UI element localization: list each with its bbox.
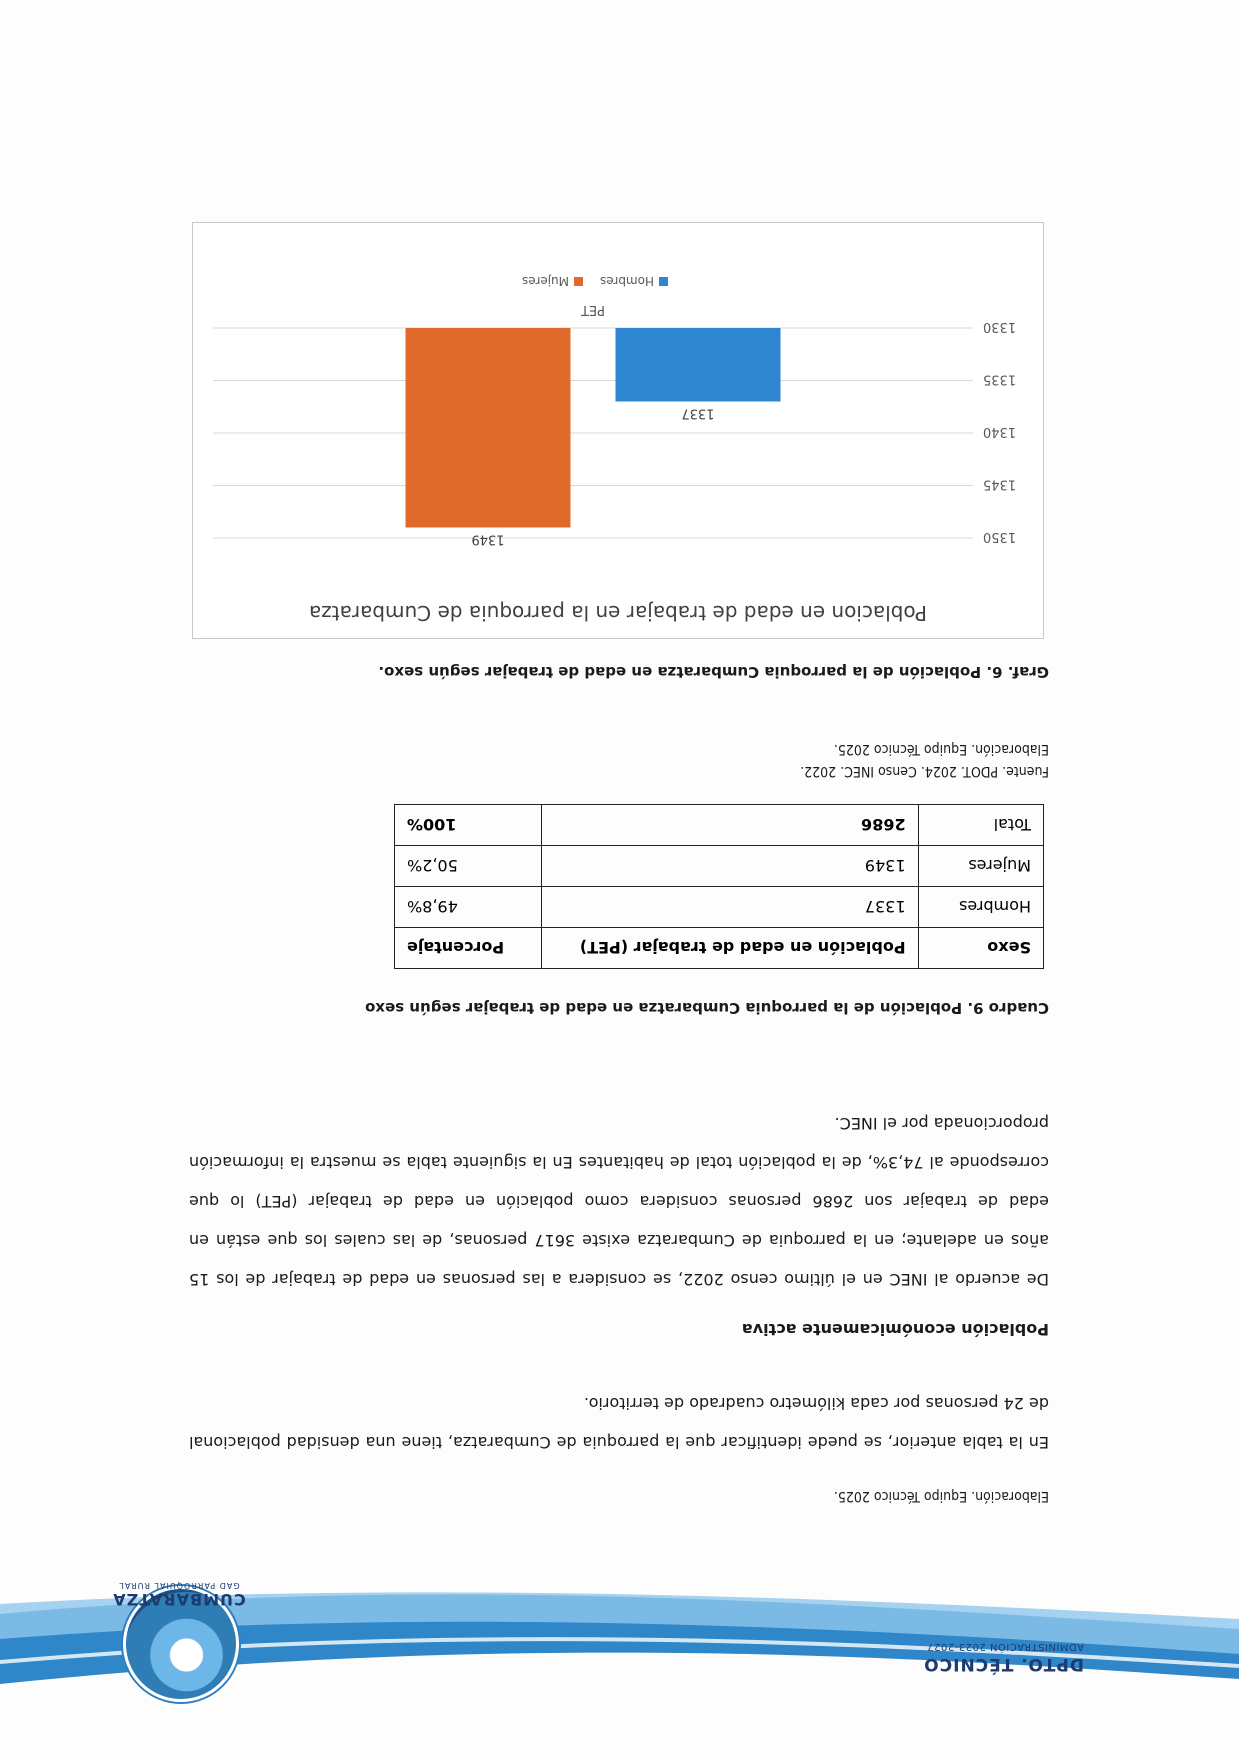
source-line-top: Elaboración. Equipo Técnico 2025.: [833, 1488, 1049, 1504]
cell-pet: 1337: [542, 887, 918, 928]
chart-title: Poblacion en edad de trabajar en la parroquia de Cumbaratza: [309, 601, 927, 625]
legend-label: Mujeres: [522, 274, 569, 288]
pet-bar-chart: [193, 223, 1043, 638]
administration-period: ADMINISTRACIÓN 2023-2027: [926, 1641, 1084, 1652]
data-label: 1349: [471, 531, 505, 547]
bar-mujeres: [406, 328, 571, 528]
pet-table: [394, 804, 1044, 969]
y-tick-label: 1345: [983, 476, 1017, 492]
bar-hombres: [616, 328, 781, 402]
y-tick-label: 1350: [983, 529, 1017, 544]
cell-porcentaje: 50,2%: [395, 846, 542, 887]
legend-label: Hombres: [600, 274, 654, 288]
density-paragraph: En la tabla anterior, se puede identificar que la parroquia de Cumbaratza, tiene una densidad poblacional de 24 personas por cada kilómetro cuadrado de territorio.: [189, 1394, 1049, 1452]
cell-sexo: Total: [918, 805, 1043, 846]
y-tick-label: 1340: [983, 424, 1017, 439]
table-row: [395, 846, 1044, 887]
table-source-elaboracion: Elaboración. Equipo Técnico 2025.: [833, 741, 1049, 757]
department-title: DPTO. TÉCNICO: [923, 1654, 1084, 1674]
legend-swatch: [659, 277, 668, 286]
chart-caption: Graf. 6. Población de la parroquia Cumbaratza en edad de trabajar según sexo.: [378, 663, 1049, 681]
cell-pet: 1349: [542, 846, 918, 887]
x-category-label: PET: [581, 302, 605, 317]
header-sexo: Sexo: [918, 928, 1043, 969]
pea-paragraph: De acuerdo al INEC en el último censo 2022, se considera a las personas en edad de trabajar de los 15 años en adelante; en la parroquia de Cumbaratza existe 3617 personas, de las cuales los que están en edad de trabajar son 2686 personas considera como población en edad de trabajar (PET) lo que corresponde al 74,3%, de la población total de habitantes En la siguiente tabla se muestra la información proporcionada por el INEC.: [189, 1114, 1049, 1289]
table-caption: Cuadro 9. Población de la parroquia Cumbaratza en edad de trabajar según sexo: [365, 999, 1049, 1017]
table-source-fuente: Fuente. PDOT. 2024. Censo INEC. 2022.: [800, 763, 1049, 779]
cell-sexo: Mujeres: [918, 846, 1043, 887]
department-block: [884, 1641, 1084, 1674]
table-row-total: [395, 805, 1044, 846]
data-label: 1337: [681, 405, 715, 421]
y-tick-label: 1330: [983, 319, 1017, 334]
cell-porcentaje: 100%: [395, 805, 542, 846]
logo-subtitle: GAD PARROQUIAL RURAL: [118, 1581, 240, 1590]
pea-heading: Población económicamente activa: [741, 1320, 1049, 1339]
chart-container: [192, 222, 1044, 639]
cell-pet: 2686: [542, 805, 918, 846]
legend-swatch: [574, 277, 583, 286]
page-header: [0, 1574, 1239, 1754]
gad-logo-text: [79, 1581, 279, 1609]
header-pet: Población en edad de trabajar (PET): [542, 928, 918, 969]
cell-porcentaje: 49,8%: [395, 887, 542, 928]
cell-sexo: Hombres: [918, 887, 1043, 928]
table-row: [395, 887, 1044, 928]
logo-name: CUMBARATZA: [112, 1590, 246, 1609]
y-tick-label: 1335: [983, 371, 1017, 387]
header-porcentaje: Porcentaje: [395, 928, 542, 969]
table-header-row: [395, 928, 1044, 969]
